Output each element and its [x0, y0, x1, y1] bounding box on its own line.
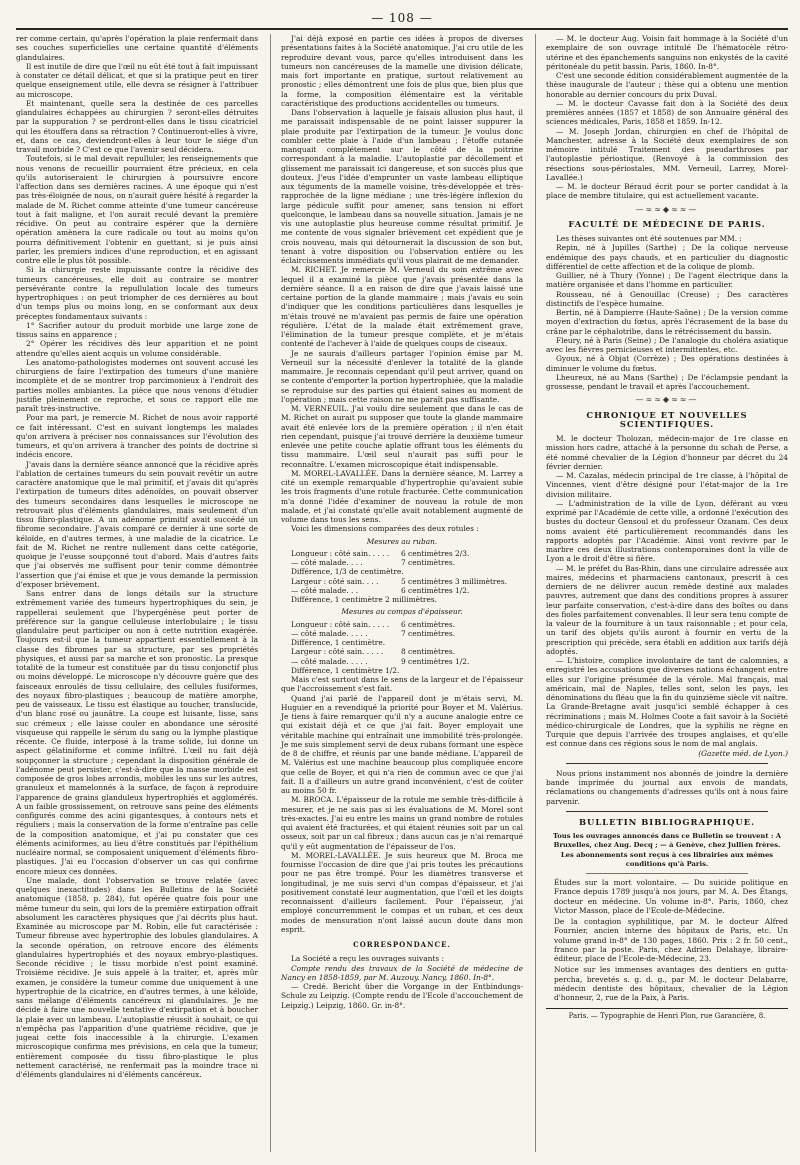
- paragraph: Dans l'observation à laquelle je faisais allusion plus haut, il me paraissait indispensable de ne point laisser suppurer la plaie produite par l'extirpation de la tumeur. Je voulus donc combler cette plaie à l'aide d'un lambeau ; l'étoffe cutanée manquait complétement sur le côté de la poitrine correspondant à la maladie. L'autoplastie par décollement et glissement me paraissait ici dangereuse, et son succès plus que douteux. J'eus l'idée d'emprunter un vaste lambeau elliptique aux téguments de la mamelle voisine, très-développée et très-rapprochée de la ligne médiane ; une très-légère inflexion du large pédicule suffit pour amener, sans tension ni effort quelconque, le lambeau dans sa nouvelle situation. Jamais je ne vis une autoplastie plus heureuse comme résultat primitif. Je me contente de vous signaler brièvement cet expédient que je crois nouveau, mais qui détournerait la discussion de son but, tenant à votre disposition ou l'observation entière ou les éclaircissements immédiats qu'il vous plairait de me demander.: [281, 108, 523, 265]
- paragraph: Mais c'est surtout dans le sens de la largeur et de l'épaisseur que l'accroissement s'est fait.: [281, 675, 523, 694]
- paragraph: Les anatomo-pathologistes modernes ont souvent accusé les chirurgiens de faire l'extirpation des tumeurs d'une manière incomplète et de se montrer trop parcimonieux à l'endroit des parties molles ambiantes. La pièce que nous venons d'étudier justifie pleinement ce reproche, et sous ce rapport elle me paraît très-instructive.: [16, 357, 258, 413]
- header-rule: [16, 28, 788, 30]
- measure-row: — côté malade. . . . . 9 centimètres 1/2.: [291, 656, 470, 666]
- measures-ribbon: [281, 549, 523, 605]
- paragraph: J'ai déjà exposé en partie ces idées à propos de diverses présentations faites à la Société anatomique. J'ai cru utile de les reproduire devant vous, parce qu'elles introduisent dans les tumeurs non cancéreuses de la mamelle une division délicate, mais fort importante en pratique, surtout relativement au pronostic ; elles démontrent une fois de plus que, bien plus que la forme, la composition élémentaire est la véritable caractéristique des productions accidentelles ou tumeurs.: [281, 34, 523, 108]
- paragraph: — M. le docteur Aug. Voisin fait hommage à la Société d'un exemplaire de son ouvrage intitulé De l'hématocèle rétro-utérine et des épanchements sanguins non enkystés de la cavité péritonéale du petit bassin. Paris, 1860. In-8°.: [546, 34, 788, 71]
- paragraph: J'avais dans la dernière séance annoncé que la récidive après l'ablation de certaines tumeurs du sein pouvait revêtir un autre caractère anatomique que le mal primitif, et j'avais dit qu'après l'extirpation de tumeurs dites adénoïdes, on pouvait observer des tumeurs secondaires dans lesquelles le microscope ne retrouvait plus d'éléments glandulaires, mais seulement d'un tissu fibro-plastique. A un adénome primitif avait succédé un fibrome secondaire. J'avais comparé ce dernier à une sorte de kéloïde, en d'autres termes, à une maladie de la cicatrice. Le fait de M. Richet ne rentre nullement dans cette catégorie, quoique je l'eusse soupçonné tout d'abord. Mais d'autres faits que j'ai observés me suffisent pour tenir comme démontrée l'assertion que j'ai émise et que je vous demande la permission d'exposer brièvement.: [16, 459, 258, 589]
- paragraph: Les thèses suivantes ont été soutenues par MM. :: [556, 234, 742, 243]
- measure-row: — côté malade. . . . . 7 centimètres.: [291, 628, 456, 638]
- measure-difference: Différence, 1 centimètre 1/2.: [291, 665, 400, 675]
- paragraph: Toutefois, si le mal devait repulluler, les renseignements que nous venons de recueillir pourraient être précieux, en cela qu'ils autoriseraient le chirurgien à poursuivre encore l'affection dans ses dernières racines. A une époque qui n'est pas très-éloignée de nous, on n'aurait guère hésité à regarder la malade de M. Richet comme atteinte d'une tumeur cancéreuse tout à fait maligne, et l'on aurait reculé devant la première récidive. On peut au contraire espérer que la dernière opération amènera la cure radicale ou tout au moins qu'on pourra définitivement l'obtenir en guettant, si je puis ainsi parler, les premiers indices d'une reproduction, et en agissant contre elle le plus tôt possible.: [16, 154, 258, 265]
- chronique-heading: CHRONIQUE ET NOUVELLES SCIENTIFIQUES.: [586, 409, 748, 429]
- paragraph: 1° Sacrifier autour du produit morbide une large zone de tissus sains en apparence ;: [16, 320, 258, 339]
- measures-ribbon-title: Mesures au ruban.: [366, 536, 438, 546]
- faculte-heading: FACULTÉ DE MÉDECINE DE PARIS.: [568, 218, 766, 229]
- paragraph: Je ne saurais d'ailleurs partager l'opinion émise par M. Verneuil sur la nécessité d'enlever la totalité de la glande mammaire. Je reconnais cependant qu'il peut arriver, quand on se contente d'emporter la portion hypertrophiée, que la maladie se reproduise sur des parties qui étaient saines au moment de l'opération ; mais cette raison ne me paraît pas suffisante.: [281, 348, 523, 404]
- measure-row: — côté malade. . . . 7 centimètres.: [291, 558, 456, 567]
- subscriber-notice: Nous prions instamment nos abonnés de joindre la dernière bande imprimée du journal aux envois de mandats, réclamations ou changements d'adresses qu'ils ont à nous faire parvenir.: [546, 768, 788, 806]
- news-item: — M. le préfet du Bas-Rhin, dans une circulaire adressée aux maires, médecins et pharmaciens cantonaux, prescrit à ces derniers de ne délivrer aucun remède destiné aux malades pauvres, autrement que dans des conditions propres à assurer leur parfaite conservation, c'est-à-dire dans des boîtes ou dans des fioles parfaitement convenables. Il leur sera tenu compte de la valeur de la fourniture à un taux raisonnable ; et pour cela, un tarif des objets qu'ils auront à fournir en vertu de la prescription qui précède, sera établi en addition aux tarifs déjà adoptés.: [546, 563, 788, 656]
- measure-row: — côté malade. . . 6 centimètres 1/2.: [291, 585, 470, 595]
- measure-row: Longueur : côté sain. . . . . 6 centimètres 2/3.: [291, 548, 470, 558]
- thesis-entry: Guillier, né à Thury (Yonne) ; De l'agent électrique dans la matière organisée et dans l'homme en particulier.: [546, 271, 788, 290]
- paragraph: C'est une seconde édition considérablement augmentée de la thèse inaugurale de l'auteur ; thèse qui a obtenu une mention honorable au dernier concours du prix Duval.: [546, 71, 788, 99]
- column-2: [270, 34, 523, 1152]
- columns: [16, 34, 788, 1152]
- bulletin-heading: BULLETIN BIBLIOGRAPHIQUE.: [578, 816, 756, 827]
- paragraph: Une malade, dont l'observation se trouve relatée (avec quelques inexactitudes) dans les Bulletins de la Société anatomique (1858, p. 284), fut opérée quatre fois pour une même tumeur du sein, qui lors de la première extirpation offrait absolument les caractères physiques que j'ai décrits plus haut. Examinée au microscope par M. Robin, elle fut caractérisée : Tumeur fibreuse avec hypertrophie des lobules glandulaires. A la seconde opération, on retrouve encore des éléments glandulaires hypertrophiés et des noyaux embryo-plastiques. Seconde récidive ; le tissu morbide n'est point examiné. Troisième récidive. Je suis appelé à la traiter, et, après mûr examen, je considère la tumeur comme due uniquement à une hypertrophie de la cicatrice, en d'autres termes, à une kéloïde, sans mélange d'éléments cancéreux ni glandulaires. Je me décide à faire une nouvelle tentative d'extirpation et à boucher la plaie avec un lambeau. L'autoplastie réussit à souhait, ce qui n'empêcha pas l'apparition d'une quatrième récidive, que je jugeai cette fois inaccessible à la chirurgie. L'examen microscopique confirma mes prévisions, en cela que la tumeur, entièrement composée du tissu fibro-plastique le plus nettement caractérisé, ne renfermait pas la moindre trace ni d'éléments glandulaires ni d'éléments cancéreux.: [16, 875, 258, 1079]
- measure-difference: Différence, 1/3 de centimètre.: [291, 567, 404, 577]
- measure-row: Longueur : côté sain. . . . . 6 centimètres.: [291, 619, 456, 629]
- measures-caliper: [281, 620, 523, 676]
- paragraph: — M. le docteur Béraud écrit pour se porter candidat à la place de membre titulaire, qui est actuellement vacante.: [546, 182, 788, 201]
- column-3: [535, 34, 788, 1152]
- journal-page: [16, 8, 788, 1158]
- source-citation: (Gazette méd. de Lyon.): [698, 748, 788, 758]
- divider-rule: [566, 811, 768, 812]
- thesis-entry: Rousseau, né à Genouillac (Creuse) ; Des caractères distinctifs de l'espèce humaine.: [546, 289, 788, 308]
- speaker-morel-lavallee: M. MOREL-LAVALLÉE. Dans la dernière séance, M. Larrey a cité un exemple remarquable d'hypertrophie qu'avaient subie les trois fragments d'une rotule fracturée. Cette communication m'a donné l'idée d'examiner de nouveau la rotule de mon malade, et j'ai constaté qu'elle avait notablement augmenté de volume dans tous les sens.: [281, 468, 523, 524]
- measures-caliper-title: Mesures au compas d'épaisseur.: [341, 607, 463, 617]
- page-number: — 108 —: [371, 11, 433, 25]
- paragraph: Il est inutile de dire que l'œil nu eût été tout à fait impuissant à constater ce détail délicat, et que si la pratique peut en tirer quelque enseignement utile, elle devra se résigner à l'attribuer au microscope.: [16, 61, 258, 99]
- bulletin-intro: Les abonnements sont reçus à ces librairies aux mêmes conditions qu'à Paris.: [560, 850, 774, 868]
- paragraph: Pour ma part, je remercie M. Richet de nous avoir rapporté ce fait intéressant. C'est en suivant longtemps les malades qu'on arrivera à préciser nos connaissances sur l'évolution des tumeurs, et qu'on arrivera à trancher des points de doctrine si indécis encore.: [16, 413, 258, 460]
- ornament-divider: —≈≈◆≈≈—: [635, 204, 699, 214]
- speaker-broca: M. BROCA. L'épaisseur de la rotule me semble très-difficile à mesurer, et je ne sais pas si les évaluations de M. Morel sont très-exactes. J'ai eu entre les mains un grand nombre de rotules qui avaient été fracturées, et qui étaient réunies soit par un cal osseux, soit par un cal fibreux ; dans aucun cas je n'ai remarqué qu'il y eût augmentation de l'épaisseur de l'os.: [281, 795, 523, 851]
- paragraph: Compte rendu des travaux de la Société de médecine de Nancy en 1858-1859, par M. Auzouy. Nancy, 1860. In-8°.: [281, 963, 523, 982]
- paragraph: — M. Joseph Jordan, chirurgien en chef de l'hôpital de Manchester, adresse à la Société deux exemplaires de son mémoire intitulé Traitement des pseudarthroses par l'autoplastie périostique. (Renvoyé à la commission des résections sous-périostales, MM. Verneuil, Larrey, Morel-Lavallée.): [546, 126, 788, 182]
- divider-rule: [566, 763, 768, 764]
- thesis-entry: Fleury, né à Paris (Seine) ; De l'analogie du choléra asiatique avec les fièvres pernicieuses et intermittentes, etc.: [546, 335, 788, 354]
- news-item: — M. Cazalas, médecin principal de 1re classe, à l'hôpital de Vincennes, vient d'être désigné pour l'état-major de la 1re division militaire.: [546, 471, 788, 499]
- news-item: M. le docteur Tholozan, médecin-major de 1re classe en mission hors cadre, attaché à la personne du schah de Perse, a été nommé chevalier de la Légion d'honneur par décret du 24 février dernier.: [546, 434, 788, 471]
- speaker-morel-lavallee: M. MOREL-LAVALLÉE. Je suis heureux que M. Broca me fournisse l'occasion de dire que j'ai pris toutes les précautions pour ne pas être trompé. Pour les diamètres transverse et longitudinal, je me suis servi d'un compas d'épaisseur, et j'ai positivement constaté leur augmentation, que l'œil et les doigts reconnaissent d'ailleurs facilement. Pour l'épaisseur, j'ai employé concurremment le compas et un ruban, et ces deux modes de mensuration n'ont laissé aucun doute dans mon esprit.: [281, 850, 523, 934]
- bulletin-intro: Tous les ouvrages annoncés dans ce Bulletin se trouvent : A Bruxelles, chez Aug. Decq ; — à Genève, chez Jullien frères.: [552, 832, 782, 850]
- paragraph: Et maintenant, quelle sera la destinée de ces parcelles glandulaires échappées au chirurgien ? seront-elles détruites par la suppuration ? se perdront-elles dans le tissu cicatriciel qui les étouffera dans sa rétraction ? Continueront-elles à vivre, et, dans ce cas, deviendront-elles à leur tour le siége d'un travail morbide ? C'est ce que l'avenir seul décidera.: [16, 98, 258, 154]
- measure-difference: Différence, 1 centimètre.: [291, 638, 386, 647]
- thesis-entry: Lheureux, né au Mans (Sarthe) ; De l'éclampsie pendant la grossesse, pendant le travail et après l'accouchement.: [546, 372, 788, 391]
- column-1: [16, 34, 258, 1152]
- speaker-richet: M. RICHET. Je remercie M. Verneuil du soin extrême avec lequel il a examiné la pièce que j'avais présentée dans la dernière séance. Il a en raison de dire que j'avais laissé une certaine portion de la glande mammaire ; mais j'avais eu soin d'indiquer que les conditions particulières dans lesquelles je m'étais trouvé ne m'avaient pas permis de faire une opération régulière. L'état de la malade était extrêmement grave, l'élimination de la tumeur presque complète, et je m'étais contenté de l'achever à l'aide de quelques coups de ciseaux.: [281, 265, 523, 349]
- paragraph: Si la chirurgie reste impuissante contre la récidive des tumeurs cancéreuses, elle doit au contraire se montrer persévérante contre la repullulation locale des tumeurs hypertrophiques : on peut triompher de ces dernières au bout d'un temps plus ou moins long, en se conformant aux deux préceptes fondamentaux suivants :: [16, 265, 258, 321]
- paragraph: — Credé. Bericht über die Vorgange in der Entbindungs-Schule zu Leipzig. (Compte rendu de l'Ecole d'accouchement de Leipzig.) Leipzig, 1860. Gr. in-8°.: [281, 982, 523, 1010]
- bibliography-entry: Études sur la mort volontaire. — Du suicide politique en France depuis 1789 jusqu'à nos jours, par M. A. Des Étangs, docteur en médecine. Un volume in-8°. Paris, 1860, chez Victor Masson, place de l'Ecole-de-Médecine.: [554, 878, 788, 915]
- measure-row: Largeur : côté sain. . . . 5 centimètres 3 millimètres.: [291, 576, 507, 586]
- speaker-verneuil: M. VERNEUIL. J'ai voulu dire seulement que dans le cas de M. Richet on aurait pu supposer que toute la glande mammaire avait été enlevée lors de la première opération ; il n'en était rien cependant, puisque j'ai trouvé derrière la deuxième tumeur enlevée une petite couche aplatie offrant tous les éléments du tissu mammaire. L'œil seul n'aurait pas suffi pour le reconnaître. L'examen microscopique était indispensable.: [281, 404, 523, 469]
- divider-rule: [586, 873, 748, 874]
- paragraph: Sans entrer dans de longs détails sur la structure extrêmement variée des tumeurs hypertrophiques du sein, je rappellerai seulement que l'hypergénèse peut porter de préférence sur la gangue celluleuse interlobulaire ; le tissu glandulaire peut participer ou non à cette nutrition exagérée. Toujours est-il que la tumeur appartient essentiellement à la classe des fibromes par sa structure, par ses propriétés physiques, et aussi par sa marche et son pronostic. La presque totalité de la tumeur est constituée par du tissu conjonctif plus ou moins développé. Le microscope n'y découvre guère que des faisceaux enroulés de tissu cellulaire, des cellules fusiformes, des noyaux fibro-plastiques ; beaucoup de matière amorphe, peu de vaisseaux. Le tissu est élastique au toucher, translucide, d'un blanc rosé ou jaunâtre. La coupe est luisante, lisse, sans suc crémeux ; elle laisse couler en abondance une sérosité visqueuse qui rappelle le sérum du sang ou la lymphe plastique récente. Ce fluide, interposé à la trame solide, lui donne un aspect gélatiniforme et comme infiltré. L'œil nu fait déjà soupçonner la structure ; cependant la disposition générale de l'adénome peut persister, c'est-à-dire que la masse morbide est composée de gros lobes arrondis, mobiles les uns sur les autres, granuleux et mamelonnés à la surface, de façon à reproduire l'apparence de grains glanduleux hypertrophiés et agglomérés. A un faible grossissement, on retrouve sans peine des éléments configurés comme des acini gigantesques, à contours nets et réguliers ; mais la conservation de la forme n'entraîne pas celle de la composition anatomique, et j'ai pu constater que ces éléments aciniformes, au lieu d'être constitués par l'épithélium nucléaire normal, se composaient uniquement d'éléments fibro-plastiques. J'ai eu l'occasion d'observer un cas qui confirme encore mieux ces données.: [16, 589, 258, 876]
- thesis-entry: Bertin, né à Dampierre (Haute-Saône) ; De la version comme moyen d'extraction du fœtus, après l'écrasement de la base du crâne par le céphalotribe, dans le rétrécissement du bassin.: [546, 308, 788, 336]
- thesis-entry: Gyoux, né à Objat (Corrèze) ; Des opérations destinées à diminuer le volume du fœtus.: [546, 354, 788, 373]
- measure-row: Largeur : côté sain. . . . . 8 centimètres.: [291, 647, 456, 657]
- bibliography-entry: Notice sur les immenses avantages des dentiers en gutta-percha, brevetés s. g. d. g., par M. le docteur Delabarre, médecin dentiste des hôpitaux, chevalier de la Légion d'honneur, 2, rue de la Paix, à Paris.: [554, 965, 788, 1002]
- printer-imprint: Paris. — Typographie de Henri Plon, rue Garancière, 8.: [546, 1008, 788, 1021]
- correspondance-heading: CORRESPONDANCE.: [353, 940, 451, 949]
- paragraph: Voici les dimensions comparées des deux rotules :: [291, 524, 479, 534]
- paragraph: 2° Opérer les récidives dès leur apparition et ne point attendre qu'elles aient acquis un volume considérable.: [16, 339, 258, 358]
- measure-difference: Différence, 1 centimètre 2 millimètres.: [291, 595, 437, 604]
- bibliography-entry: De la contagion syphilitique, par M. le docteur Alfred Fournier, ancien interne des hôpitaux de Paris, etc. Un volume grand in-8° de 130 pages, 1860. Prix : 2 fr. 50 cent., franco par la poste. Paris, chez Adrien Delahaye, libraire-éditeur, place de l'Ecole-de-Médecine, 23.: [554, 917, 788, 963]
- thesis-entry: Repin, né à Jupilles (Sarthe) ; De la colique nerveuse endémique des pays chauds, et en particulier du diagnostic différentiel de cette affection et de la colique de plomb.: [546, 243, 788, 271]
- paragraph: rer comme certain, qu'après l'opération la plaie renfermait dans ses couches superficielles une certaine quantité d'éléments glandulaires.: [16, 34, 258, 62]
- news-item: — L'histoire, complice involontaire de tant de calomnies, a enregistré les accusations que diverses nations échangent entre elles sur l'origine présumée de la vérole. Mal français, mal américain, mal de Naples, telles sont, selon les pays, les dénominations du fléau que la fin du quinzième siècle vit naître. La Grande-Bretagne avait jusqu'ici semblé échapper à ces récriminations ; mais M. Holmes Coote a fait savoir à la Société médico-chirurgicale de Londres, que la syphilis ne règne en Turquie que depuis l'arrivée des troupes anglaises, et qu'elle est connue dans ces régions sous le nom de mal anglais.: [546, 656, 788, 749]
- news-item: — L'administration de la ville de Lyon, déférant au vœu exprimé par l'Académie de cette ville, a ordonné l'exécution des bustes du docteur Gensoul et du professeur Ozanam. Ces deux noms avaient été particulièrement recommandés dans les rapports adoptés par l'Académie. Ainsi vont revivre par le marbre ces deux illustrations contemporaines dont la ville de Lyon a le droit d'être si fière.: [546, 498, 788, 564]
- ornament-divider: —≈≈◆≈≈—: [635, 395, 699, 405]
- paragraph: Quand j'ai parlé de l'appareil dont je m'étais servi, M. Huguier en a revendiqué la priorité pour Boyer et M. Valérius. Je tiens à faire remarquer qu'il n'y a aucune analogie entre ce qui existait déjà et ce que j'ai fait. Boyer employait une véritable machine qui entraînait une immobilité très-prolongée. Je me suis simplement servi de deux rubans formant une espèce de 8 de chiffre, et réunis par une bande médiane. L'appareil de M. Valérius est une machine beaucoup plus compliquée encore que celle de Boyer, et qui n'a rien de commun avec ce que j'ai fait. Il a d'ailleurs un autre grand inconvénient, c'est de coûter au moins 50 fr.: [281, 693, 523, 795]
- paragraph: La Société a reçu les ouvrages suivants :: [291, 954, 444, 964]
- paragraph: — M. le docteur Cavasse fait don à la Société des deux premières années (1857 et 1858) de son Annuaire général des sciences médicales, Paris, 1858 et 1859. In-12.: [546, 98, 788, 127]
